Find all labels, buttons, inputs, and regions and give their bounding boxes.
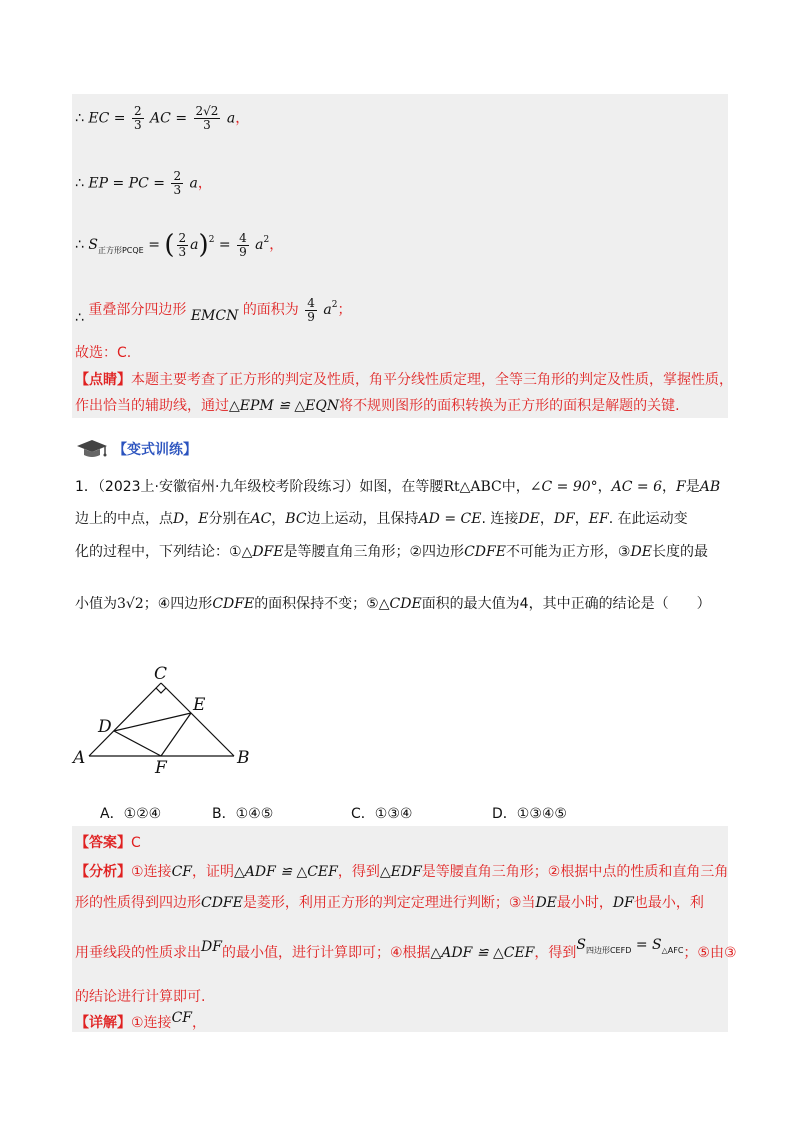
solution-line-2: ∴ EP = PC = $\frac{2}{3}$ a，: [75, 169, 212, 197]
fraction: $\frac{2}{3}$: [133, 104, 142, 132]
right-angle-mark: [156, 688, 166, 693]
analysis-line-2: 形的性质得到四边形CDFE是菱形，利用正方形的判定定理进行判断；③当DE最小时，DF也最小，利: [75, 895, 704, 911]
segment-de: [114, 713, 191, 731]
answer-line: 【答案】C: [75, 835, 141, 851]
segment-df: [114, 731, 161, 756]
solution-line-1: ∴ EC = $\frac{2}{3}$ AC = $\frac{2√2}{3}$ a，: [75, 104, 250, 132]
choice-line: 故选：C.: [75, 345, 132, 361]
problem-line-1: 1．（2023上·安徽宿州·九年级校考阶段练习）如图，在等腰Rt△ABC中，∠C = 90°，AC = 6，F是AB: [75, 479, 721, 495]
problem-line-3: 化的过程中，下列结论：①△DFE是等腰直角三角形；②四边形CDFE不可能为正方形，③DE长度的最: [75, 544, 708, 560]
label-a: A: [73, 748, 86, 768]
option-b[interactable]: B．①④⑤: [212, 806, 274, 822]
option-c[interactable]: C．①③④: [351, 806, 413, 822]
detail-line: 【详解】①连接CF，: [75, 1010, 206, 1031]
analysis-line-1: 【分析】①连接CF，证明△ADF ≌ △CEF，得到△EDF是等腰直角三角形；②根据中点的性质和直角三角: [75, 864, 729, 880]
triangle-figure: [66, 660, 266, 775]
comment-label: 【点睛】: [75, 372, 131, 388]
label-d: D: [98, 717, 112, 737]
label-e: E: [193, 695, 206, 715]
comment-line-1: 【点睛】本题主要考查了正方形的判定及性质，角平分线性质定理，全等三角形的判定及性质，掌握性质，: [75, 372, 733, 388]
therefore-symbol: ∴: [75, 110, 84, 127]
option-d[interactable]: D．①③④⑤: [492, 806, 567, 822]
analysis-line-4: 的结论进行计算即可.: [75, 989, 206, 1005]
label-f: F: [155, 758, 167, 775]
fraction: $\frac{4}{9}$: [307, 295, 315, 324]
label-c: C: [154, 664, 168, 684]
graduation-cap-icon: [75, 438, 109, 460]
analysis-line-3: 用垂线段的性质求出DF的最小值，进行计算即可；④根据△ADF ≌ △CEF，得到$S_{四边形CEFD} = S_{\triangle AFC}$；⑤由③: [75, 937, 737, 961]
segment-bc: [161, 683, 234, 756]
solution-line-4: ∴ 重叠部分四边形 EMCN 的面积为 $\frac{4}{9}$ $a^2$；: [75, 295, 352, 326]
fraction: $\frac{4}{9}$: [239, 230, 247, 259]
fraction: $\frac{2}{3}$: [178, 230, 187, 259]
section-header: [75, 438, 197, 460]
problem-line-4: 小值为3√2；④四边形CDFE的面积保持不变；⑤△CDE面积的最大值为4，其中正确的结论是（ ）: [75, 596, 711, 612]
fraction: $\frac{2√2}{3}$: [195, 104, 219, 132]
option-a[interactable]: A．①②④: [100, 806, 162, 822]
problem-line-2: 边上的中点，点D，E分别在AC，BC边上运动，且保持AD = CE. 连接DE，DF，EF. 在此运动变: [75, 511, 688, 527]
solution-line-3: ∴ $S_{正方形PCQE}$ = ( $\frac{2}{3}$ a)$^2$ = $\frac{4}{9}$ $a^2$，: [75, 230, 284, 260]
section-title: 【变式训练】: [113, 442, 197, 458]
fraction: $\frac{2}{3}$: [173, 169, 182, 197]
comment-line-2: 作出恰当的辅助线，通过△EPM ≌ △EQN将不规则图形的面积转换为正方形的面积是解题的关键.: [75, 398, 680, 414]
label-b: B: [237, 748, 250, 768]
